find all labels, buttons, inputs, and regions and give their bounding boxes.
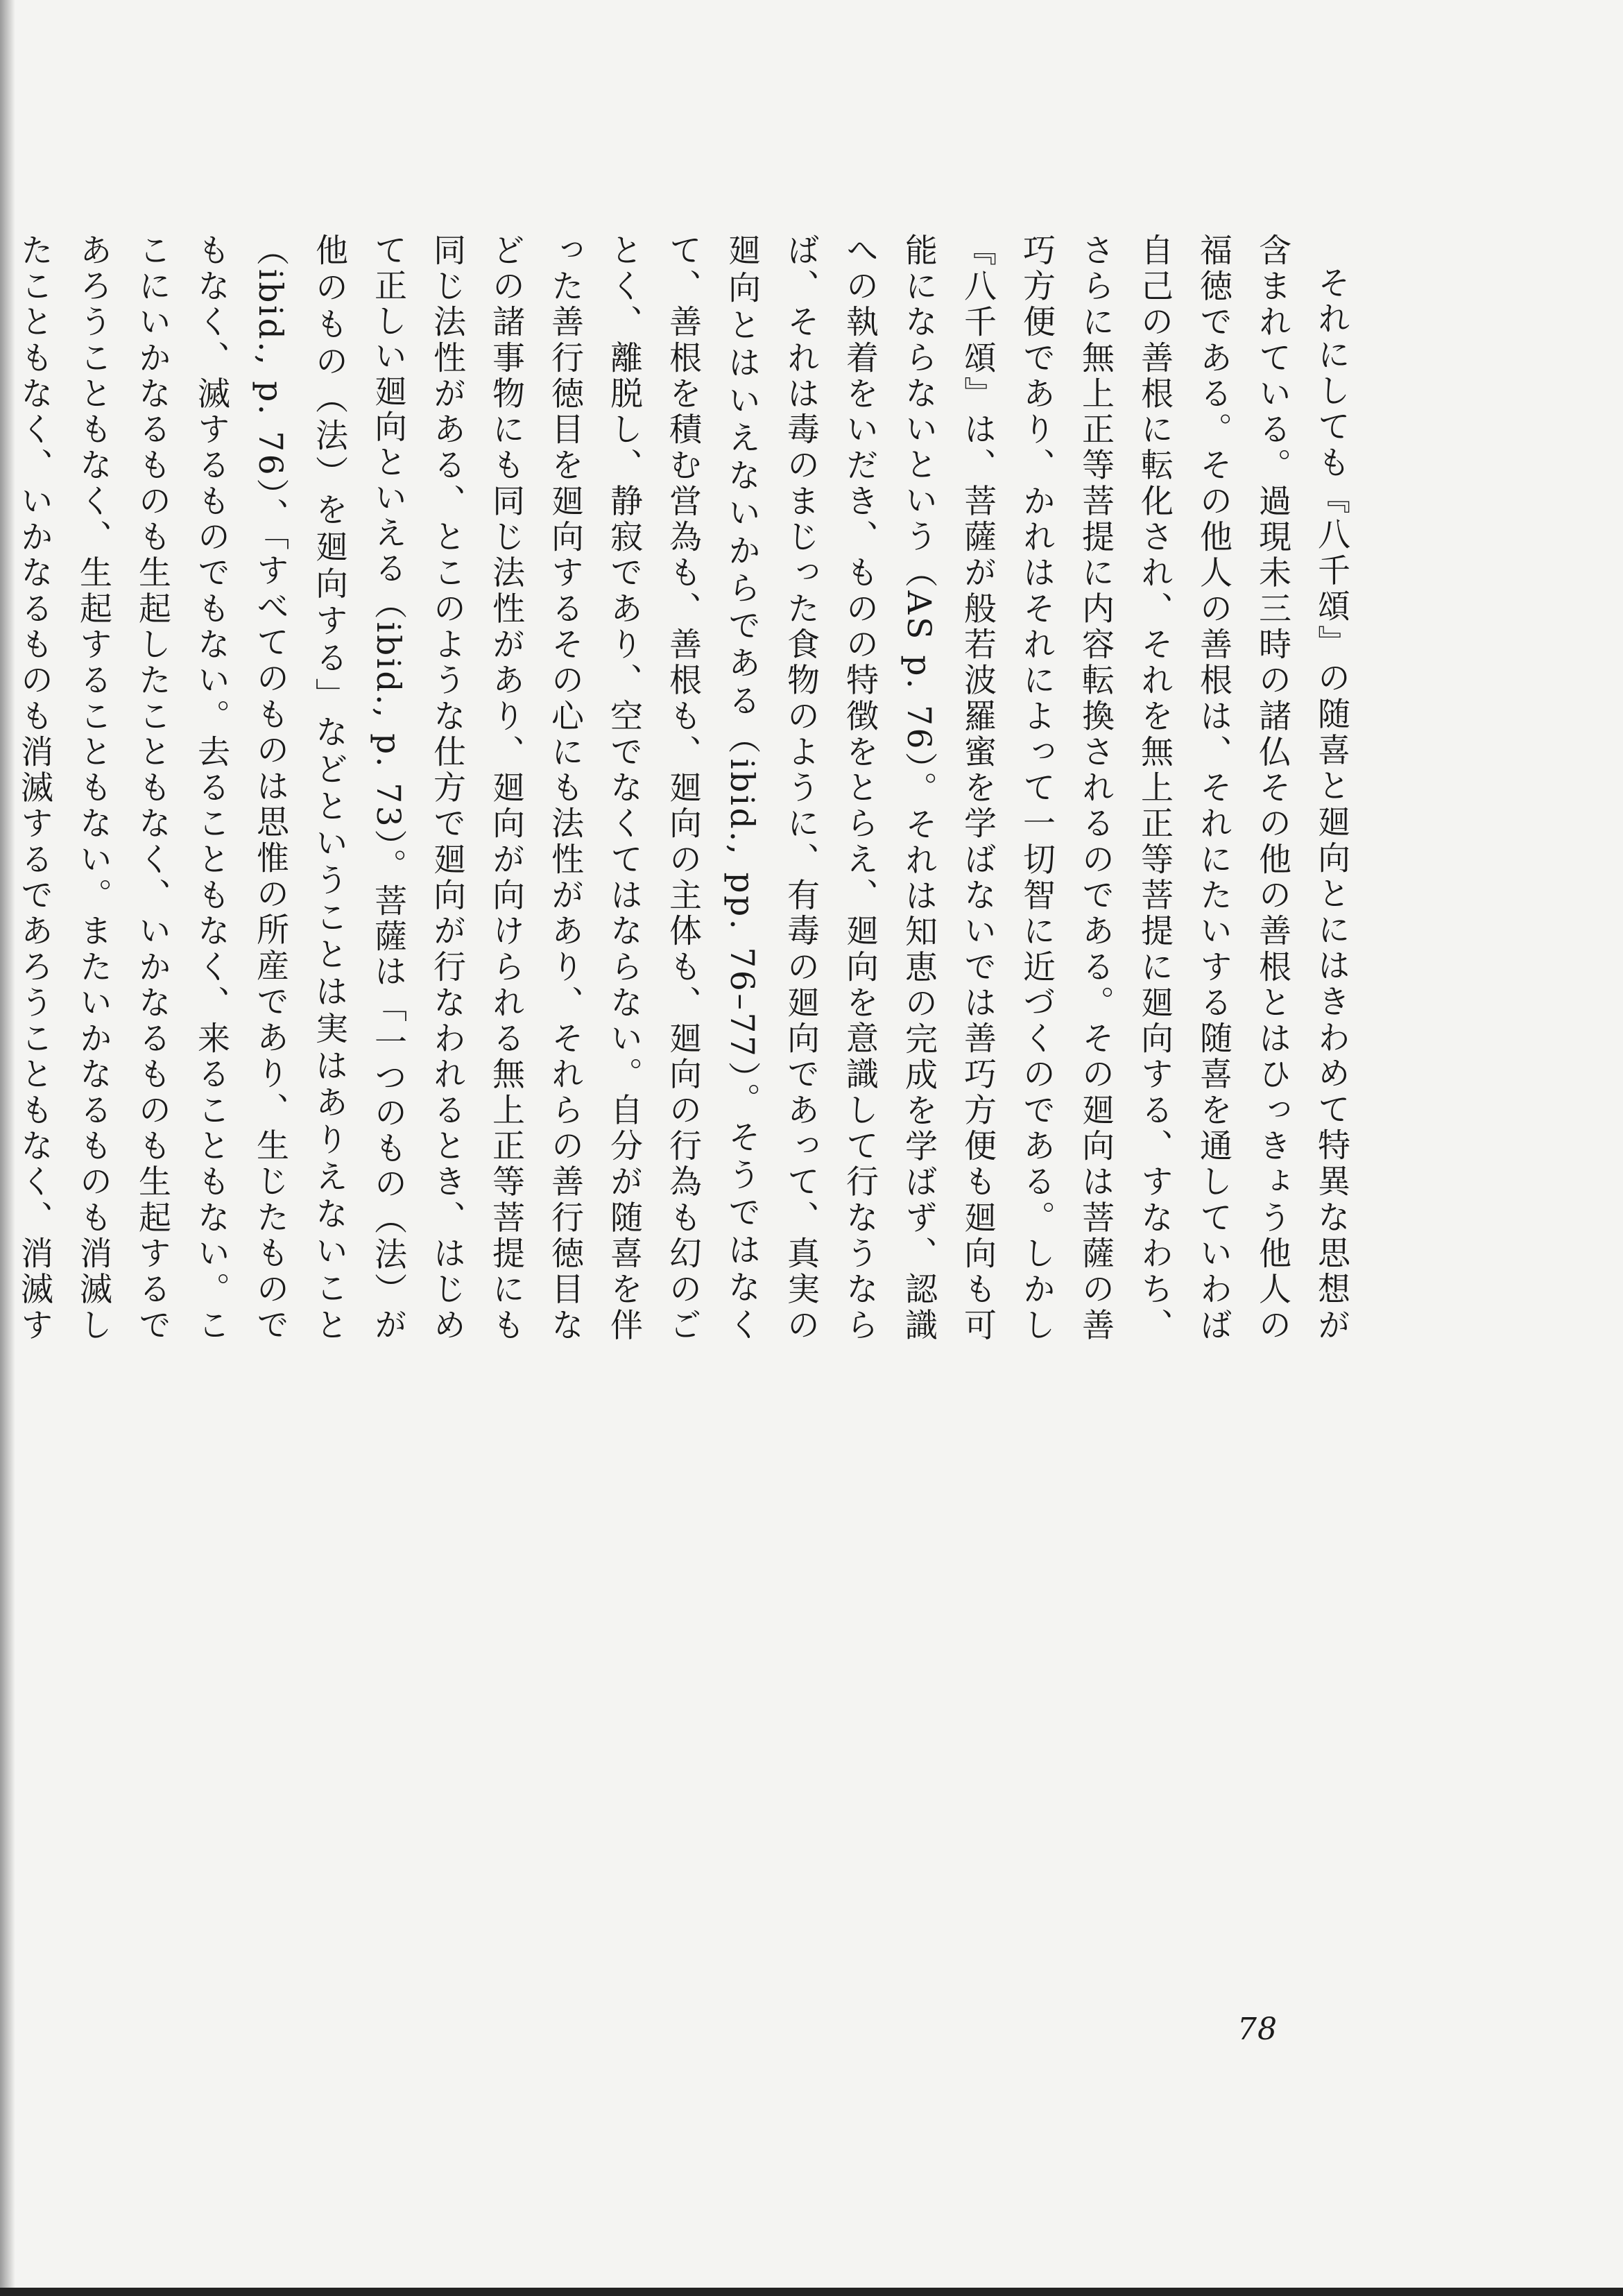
vertical-text-block xyxy=(15,233,1361,1343)
bottom-rule xyxy=(0,2288,1623,2296)
page-number: 78 xyxy=(1237,2012,1278,2047)
body-paragraph: それにしても『八千頌』の随喜と廻向とにはきわめて特異な思想が含まれている。過現未三時の諸仏その他の善根とはひっきょう他人の福徳である。その他人の善根は、それにたいする随喜を通していわば自己の善根に転化され、それを無上正等菩提に廻向する、すなわち、さらに無上正等菩提に内容転換されるのである。その廻向は菩薩の善巧方便であり、かれはそれによって一切智に近づくのである。しかし『八千頌』は、菩薩が般若波羅蜜を学ばないでは善巧方便も廻向も可能にならないという（AS p. 76）。それは知恵の完成を学ばず、認識への執着をいだき、ものの特徴をとらえ、廻向を意識して行なうならば、それは毒のまじった食物のように、有毒の廻向であって、真実の廻向とはいえないからである（ibid., pp. 76–77）。そうではなくて、善根を積む営為も、善根も、廻向の主体も、廻向の行為も幻のごとく、離脱し、静寂であり、空でなくてはならない。自分が随喜を伴った善行徳目を廻向するその心にも法性があり、それらの善行徳目などの諸事物にも同じ法性があり、廻向が向けられる無上正等菩提にも同じ法性がある、とこのような仕方で廻向が行なわれるとき、はじめて正しい廻向といえる（ibid., p. 73）。菩薩は「一つのもの（法）が他のもの（法）を廻向する」などということは実はありえないこと（ibid., p. 76）、「すべてのものは思惟の所産であり、生じたものでもなく、滅するものでもない。去ることもなく、来ることもない。ここにいかなるものも生起したこともなく、いかなるものも生起するであろうこともなく、生起することもない。またいかなるものも消滅したこともなく、いかなるものも消滅するであろうこともなく、消滅す xyxy=(15,233,1350,1343)
